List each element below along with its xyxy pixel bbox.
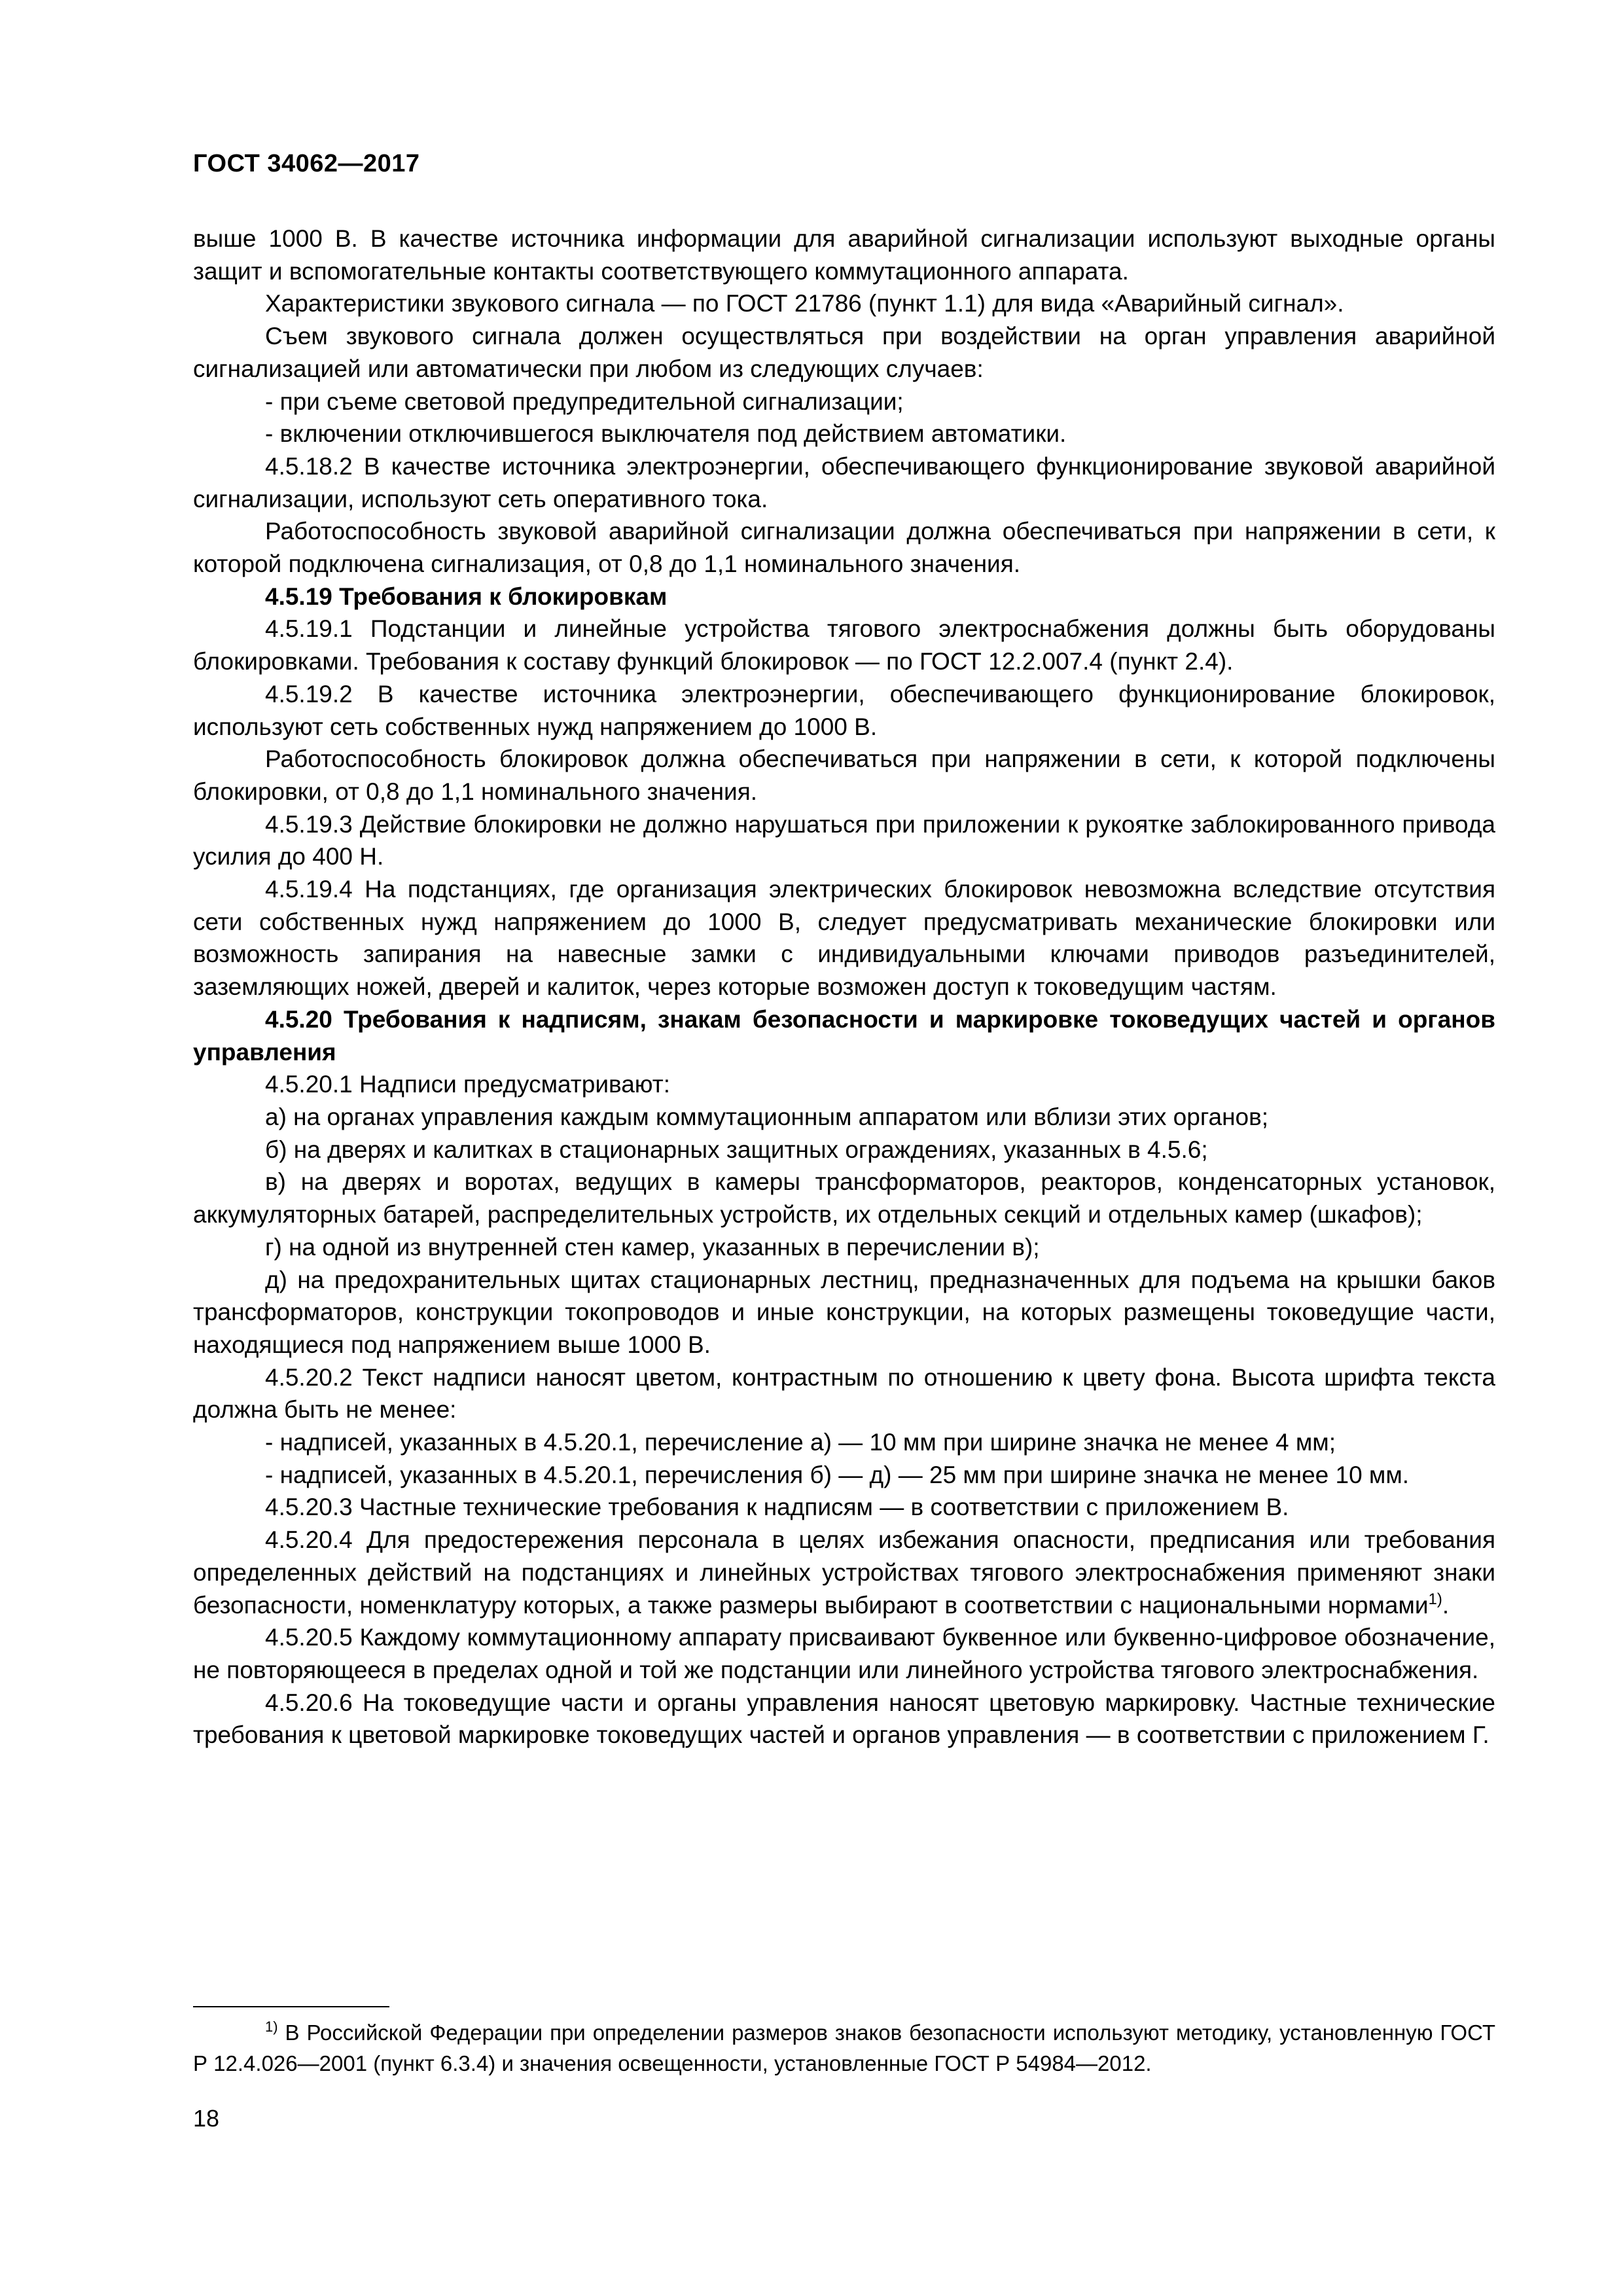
list-item: а) на органах управления каждым коммутационным аппаратом или вблизи этих органов; (265, 1103, 1269, 1130)
paragraph: Работоспособность звуковой аварийной сигнализации должна обеспечиваться при напряжении в сети, к которой подключена сигнализация, от 0,8 до 1,1 номинального значения. (193, 518, 1495, 578)
paragraph: 4.5.20.6 На токоведущие части и органы управления наносят цветовую маркировку. Частные технические требования к цветовой маркировке токоведущих частей и органов управления — в соответствии с приложением Г. (193, 1689, 1495, 1749)
list-item: - надписей, указанных в 4.5.20.1, перечисления б) — д) — 25 мм при ширине значка не менее 10 мм. (265, 1461, 1410, 1488)
paragraph: 4.5.19.1 Подстанции и линейные устройства тягового электроснабжения должны быть оборудованы блокировками. Требования к составу функций блокировок — по ГОСТ 12.2.007.4 (пункт 2.4). (193, 615, 1495, 675)
section-heading: 4.5.20 Требования к надписям, знакам безопасности и маркировке токоведущих частей и органов управления (193, 1005, 1495, 1066)
page-number: 18 (193, 2105, 220, 2132)
footnote (193, 2017, 1495, 2079)
paragraph: 4.5.19.3 Действие блокировки не должно нарушаться при приложении к рукоятке заблокированного привода усилия до 400 Н. (193, 810, 1495, 870)
paragraph (193, 1524, 1495, 1621)
paragraph: выше 1000 В. В качестве источника информации для аварийной сигнализации используют выходные органы защит и вспомогательные контакты соответствующего коммутационного аппарата. (193, 225, 1495, 285)
list-item: - при съеме световой предупредительной сигнализации; (265, 387, 904, 415)
paragraph-text: 4.5.20.4 Для предостережения персонала в целях избежания опасности, предписания или требования определенных действий на подстанциях и линейных устройствах тягового электроснабжения применяют знаки безопасности, номенклатуру которых, а также размеры выбирают в соответствии с национальными нормами (193, 1526, 1495, 1619)
paragraph: Съем звукового сигнала должен осуществляться при воздействии на орган управления аварийной сигнализацией или автоматически при любом из следующих случаев: (193, 323, 1495, 382)
paragraph: Характеристики звукового сигнала — по ГОСТ 21786 (пункт 1.1) для вида «Аварийный сигнал». (265, 290, 1344, 317)
footnote-paragraph (193, 2017, 1495, 2079)
paragraph: 4.5.19.4 На подстанциях, где организация электрических блокировок невозможна вследствие отсутствия сети собственных нужд напряжением до 1000 В, следует предусматривать механические блокировки или возможность запирания на навесные замки с индивидуальными ключами приводов разъединителей, заземляющих ножей, дверей и калиток, через которые возможен доступ к токоведущим частям. (193, 876, 1495, 1001)
footnote-marker: 1) (265, 2018, 278, 2035)
paragraph: 4.5.20.5 Каждому коммутационному аппарату присваивают буквенное или буквенно-цифровое обозначение, не повторяющееся в пределах одной и той же подстанции или линейного устройства тягового электроснабжения. (193, 1624, 1495, 1683)
paragraph: 4.5.20.3 Частные технические требования к надписям — в соответствии с приложением В. (265, 1494, 1289, 1521)
footnote-reference[interactable]: 1) (1428, 1590, 1442, 1608)
paragraph: 4.5.20.1 Надписи предусматривают: (265, 1071, 670, 1098)
paragraph: Работоспособность блокировок должна обеспечиваться при напряжении в сети, к которой подключены блокировки, от 0,8 до 1,1 номинального значения. (193, 745, 1495, 805)
paragraph: 4.5.18.2 В качестве источника электроэнергии, обеспечивающего функционирование звуковой аварийной сигнализации, используют сеть оперативного тока. (193, 452, 1495, 512)
document-body (193, 223, 1495, 1751)
list-item: - включении отключившегося выключателя под действием автоматики. (265, 420, 1067, 448)
paragraph: 4.5.19.2 В качестве источника электроэнергии, обеспечивающего функционирование блокировок, используют сеть собственных нужд напряжением до 1000 В. (193, 680, 1495, 740)
list-item: г) на одной из внутренней стен камер, указанных в перечислении в); (265, 1233, 1040, 1261)
list-item: в) на дверях и воротах, ведущих в камеры трансформаторов, реакторов, конденсаторных установок, аккумуляторных батарей, распределительных устройств, их отдельных секций и отдельных камер (шкафов); (193, 1168, 1495, 1229)
footnote-text: В Российской Федерации при определении размеров знаков безопасности используют методику, установленную ГОСТ Р 12.4.026—2001 (пункт 6.3.4) и значения освещенности, установленные ГОСТ Р 54984—2012. (193, 2020, 1495, 2075)
list-item: - надписей, указанных в 4.5.20.1, перечисление а) — 10 мм при ширине значка не менее 4 мм; (265, 1429, 1336, 1456)
list-item: д) на предохранительных щитах стационарных лестниц, предназначенных для подъема на крышки баков трансформаторов, конструкции токопроводов и иные конструкции, на которых размещены токоведущие части, находящиеся под напряжением выше 1000 В. (193, 1266, 1495, 1358)
list-item: б) на дверях и калитках в стационарных защитных ограждениях, указанных в 4.5.6; (265, 1136, 1208, 1163)
footnote-divider (193, 2006, 389, 2007)
section-heading: 4.5.19 Требования к блокировкам (265, 583, 668, 610)
document-header: ГОСТ 34062—2017 (193, 150, 420, 177)
paragraph-end: . (1442, 1591, 1450, 1619)
paragraph: 4.5.20.2 Текст надписи наносят цветом, контрастным по отношению к цвету фона. Высота шрифта текста должна быть не менее: (193, 1363, 1495, 1424)
